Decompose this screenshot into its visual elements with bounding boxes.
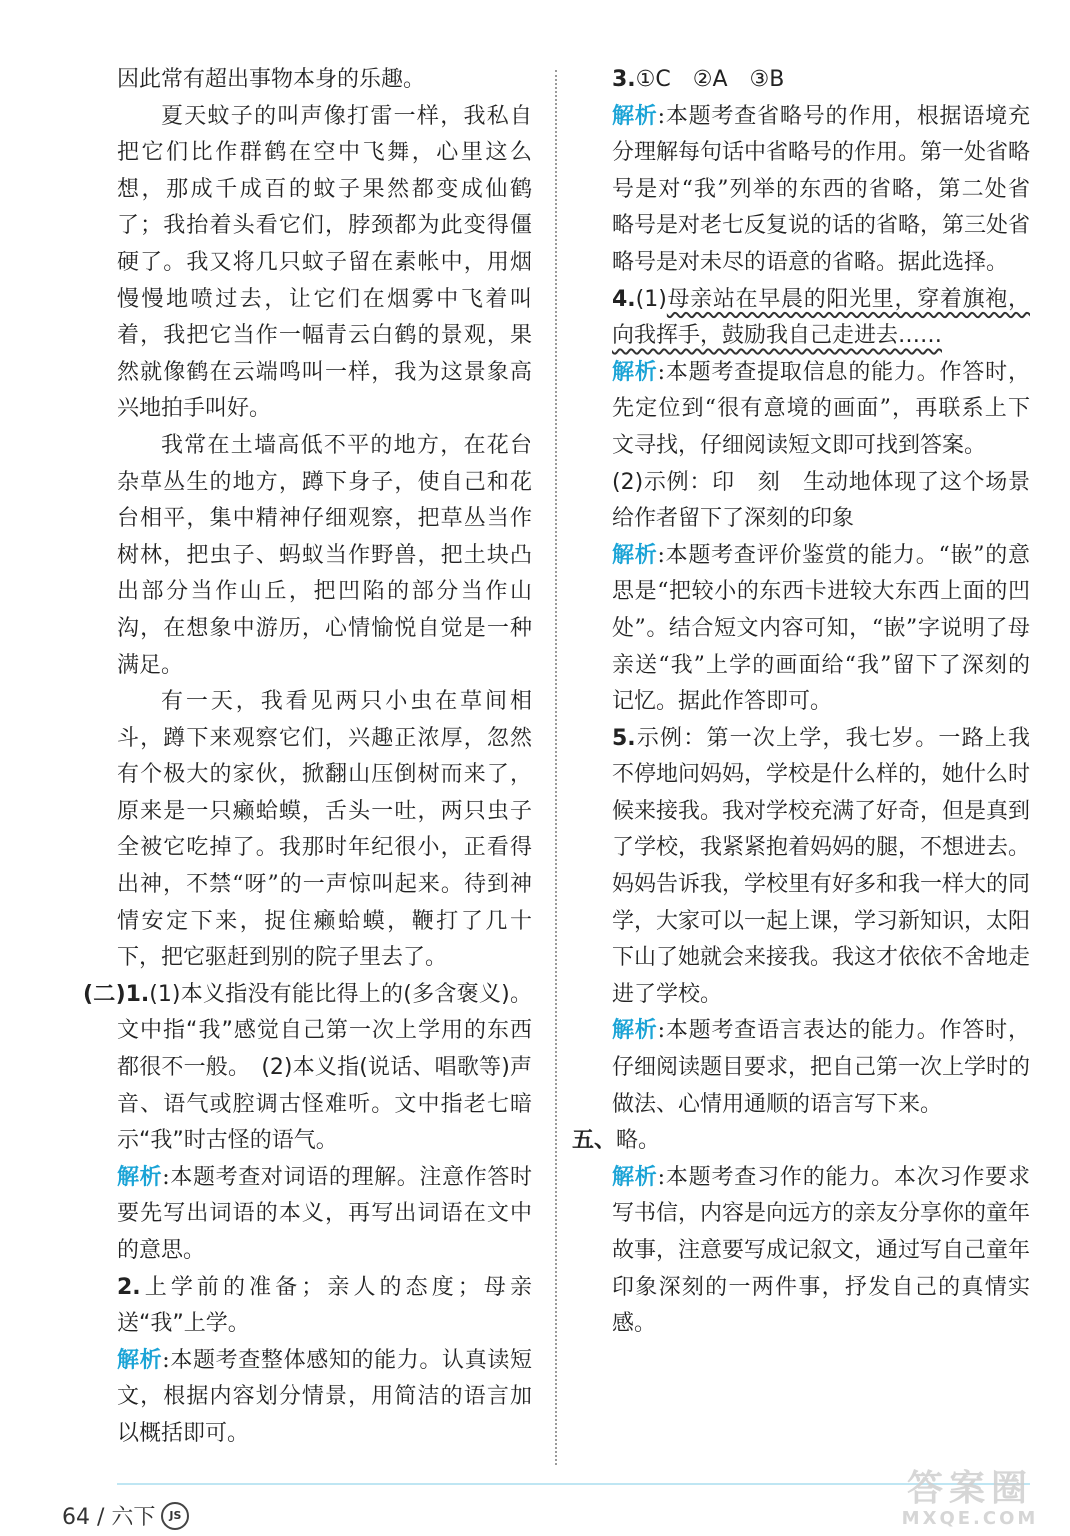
question-number: 1.	[125, 981, 150, 1007]
answer-item	[83, 977, 532, 1160]
analysis-label: 解析	[612, 103, 658, 129]
answer-item	[572, 1123, 1030, 1160]
analysis-text: :本题考查整体感知的能力。认真读短文，根据内容划分情景，用简洁的语言加以概括即可。	[117, 1347, 532, 1446]
passage-paragraph: 夏天蚊子的叫声像打雷一样，我私自把它们比作群鹤在空中飞舞，心里这么想，那成千成百的蚊子果然都变成仙鹤了；我抬着头看它们，脖颈都为此变得僵硬了。我又将几只蚊子留在素帐中，用烟慢慢地喷过去，让它们在烟雾中飞着叫着，我把它当作一幅青云白鹤的景观，果然就像鹤在云端鸣叫一样，我为这景象高兴地拍手叫好。	[117, 103, 532, 422]
underlined-answer: 母亲站在早晨的阳光里，穿着旗袍，向我挥手，鼓励我自己走进去……	[612, 286, 1030, 349]
answer-item	[612, 282, 1030, 355]
right-column	[572, 62, 1031, 1343]
analysis-text: :本题考查提取信息的能力。作答时，先定位到“很有意境的画面”，再联系上下文寻找，仔细阅读短文即可找到答案。	[612, 359, 1030, 458]
analysis-item	[612, 1013, 1030, 1123]
answer-text: 略。	[616, 1128, 661, 1154]
left-column	[83, 62, 532, 1453]
page-footer	[62, 1500, 189, 1531]
passage-paragraph: 我常在土墙高低不平的地方，在花台杂草丛生的地方，蹲下身子，使自己和花台相平，集中精神仔细观察，把草丛当作树林，把虫子、蚂蚁当作野兽，把土块凸出部分当作山丘，把凹陷的部分当作山沟，在想象中游历，心情愉悦自觉是一种满足。	[117, 432, 532, 678]
question-number: 5.	[612, 725, 636, 751]
watermark-url: MXQE.COM	[901, 1508, 1039, 1529]
analysis-label: 解析	[117, 1347, 163, 1373]
passage-paragraph: 因此常有超出事物本身的乐趣。	[117, 67, 426, 92]
question-number: 3.	[612, 67, 636, 92]
section-label: (二)	[83, 981, 126, 1007]
analysis-text: :本题考查对词语的理解。注意作答时要先写出词语的本义，再写出词语在文中的意思。	[117, 1164, 532, 1263]
answer-text: ①C ②A ③B	[635, 67, 785, 92]
answer-text: 示例：第一次上学，我七岁。一路上我不停地问妈妈，学校是什么样的，她什么时候来接我。我对学校充满了好奇，但是真到了学校，我紧紧抱着妈妈的腿，不想进去。妈妈告诉我，学校里有好多和我一样大的同学，大家可以一起上课，学习新知识，太阳下山了她就会来接我。我这才依依不舍地走进了学校。	[612, 725, 1031, 1007]
analysis-item	[612, 99, 1030, 282]
analysis-text: :本题考查省略号的作用，根据语境充分理解每句话中省略号的作用。第一处省略号是对“我”列举的东西的省略，第二处省略号是对老七反复说的话的省略，第三处省略号是对未尽的语意的省略。据此选择。	[612, 103, 1031, 275]
passage-paragraph: 有一天，我看见两只小虫在草间相斗，蹲下来观察它们，兴趣正浓厚，忽然有个极大的家伙，掀翻山压倒树而来了，原来是一只癞蛤蟆，舌头一吐，两只虫子全被它吃掉了。我那时年纪很小，正看得出神，不禁“呀”的一声惊叫起来。待到神情安定下来，捉住癞蛤蟆，鞭打了几十下，把它驱赶到别的院子里去了。	[117, 689, 532, 971]
answer-text: 上学前的准备；亲人的态度；母亲送“我”上学。	[117, 1274, 532, 1337]
edition-badge-icon: JS	[161, 1502, 189, 1530]
analysis-label: 解析	[612, 1018, 658, 1044]
page-number: 64 / 六下	[62, 1505, 156, 1530]
answer-subnumber: (1)	[635, 286, 667, 312]
analysis-item	[612, 1160, 1030, 1343]
analysis-text: :本题考查评价鉴赏的能力。“嵌”的意思是“把较小的东西卡进较大东西上面的凹处”。结合短文内容可知，“嵌”字说明了母亲送“我”上学的画面给“我”留下了深刻的记忆。据此作答即可。	[612, 542, 1030, 715]
analysis-label: 解析	[612, 542, 658, 568]
question-number: 2.	[117, 1274, 141, 1300]
answer-item	[612, 721, 1030, 1014]
section-label: 五、	[572, 1128, 617, 1154]
analysis-item	[612, 538, 1030, 721]
answer-text: (1)本义指没有能比得上的(多含褒义)。文中指“我”感觉自己第一次上学用的东西都很不一般。 (2)本义指(说话、唱歌等)声音、语气或腔调古怪难听。文中指老七暗示“我”时古怪的语气。	[117, 981, 532, 1154]
watermark-logo	[880, 1470, 1060, 1532]
answer-item: (2)示例：印 刻 生动地体现了这个场景给作者留下了深刻的印象	[612, 469, 1030, 532]
answer-item	[117, 1270, 532, 1343]
analysis-item	[612, 355, 1030, 465]
question-number: 4.	[612, 286, 636, 312]
analysis-text: :本题考查习作的能力。本次习作要求写书信，内容是向远方的亲友分享你的童年故事，注意要写成记叙文，通过写自己童年印象深刻的一两件事，抒发自己的真情实感。	[612, 1164, 1031, 1337]
analysis-item	[117, 1343, 532, 1453]
analysis-label: 解析	[612, 1164, 658, 1190]
column-divider	[555, 70, 557, 1465]
analysis-text: :本题考查语言表达的能力。作答时，仔细阅读题目要求，把自己第一次上学时的做法、心情用通顺的语言写下来。	[612, 1018, 1031, 1117]
analysis-label: 解析	[612, 359, 658, 385]
analysis-label: 解析	[117, 1164, 163, 1190]
watermark-text: 答案圈	[906, 1468, 1033, 1509]
answer-item	[612, 62, 1030, 99]
analysis-item	[117, 1160, 532, 1270]
